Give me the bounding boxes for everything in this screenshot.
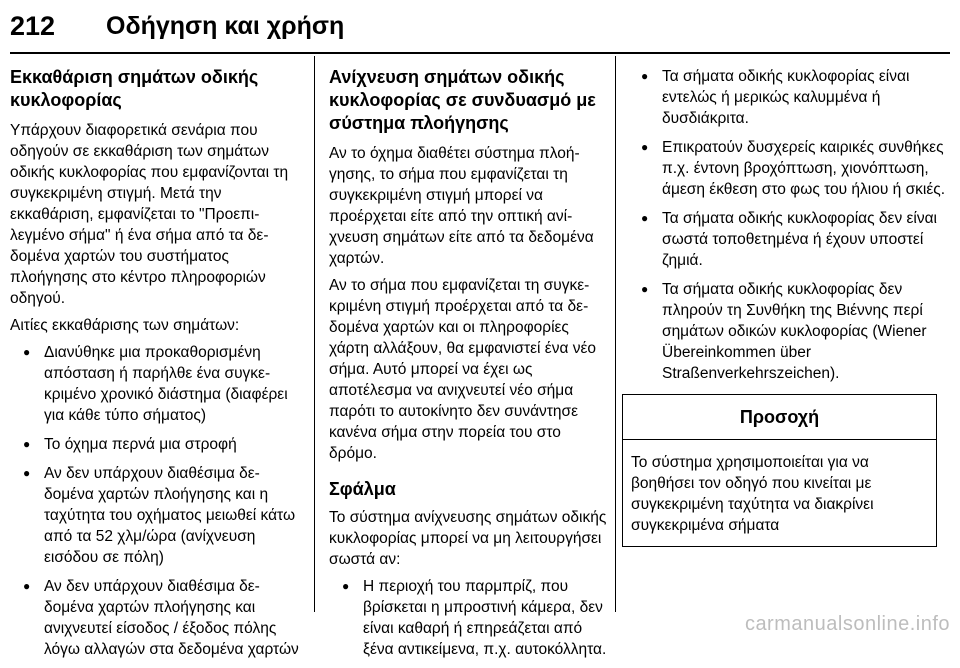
list-item-text: Τα σήματα οδικής κυκλοφορίας δεν πληρούν τη Συνθήκη της Βιέννης περί σημάτων οδικών κυκλοφορίας (Wiener Übereinkommen über Straßenverkehrszeichen). [662, 281, 927, 382]
column-3 [628, 66, 950, 547]
paragraph: Το σύστημα ανίχνευσης σημάτων οδικής κυκλοφορίας μπορεί να μη λειτουργήσει σωστά αν: [329, 509, 607, 568]
caution-body: Το σύστημα χρησιμοποιείται για να βοηθήσει τον οδηγό που κινείται με συγκεκριμένη ταχύτητα να διακρίνει συγκεκριμένα σήματα [631, 454, 874, 534]
paragraph: Αν το σήμα που εμφανίζεται τη συγκεκριμένη στιγμή προέρχεται από τα δεδομένα χαρτών και οι πληροφορίες χάρτη αλλάξουν, θα εμφανιστεί ένα νέο σήμα. Αυτό μπορεί να έχει ως αποτέλεσμα να ανιχνευτεί νέο σήμα παρότι το αυτοκίνητο δεν συνάντησε κανένα σήμα στην πορεία του στο δρόμο. [329, 277, 596, 462]
list-item-text: Επικρατούν δυσχερείς καιρικές συνθήκες π.χ. έντονη βροχόπτωση, χιονόπτωση, άμεση έκθεση στο φως του ήλιου ή σκιές. [662, 139, 946, 198]
list-item [628, 279, 950, 384]
list-item-text: Διανύθηκε μια προκαθορισμένη απόσταση ή παρήλθε ένα συγκεκριμένο χρονικό διάστημα (διαφέρει για κάθε τύπο σήματος) [44, 344, 288, 424]
list-item-text: Αν δεν υπάρχουν διαθέσιμα δεδομένα χαρτών πλοήγησης και ανιχνευτεί είσοδος / έξοδος πόλης λόγω αλλαγών στα δεδομένα χαρτών [44, 578, 299, 658]
bullet-icon: ● [342, 579, 350, 593]
watermark: carmanualsonline.info [744, 613, 950, 635]
paragraph: Αιτίες εκκαθάρισης των σημάτων: [10, 317, 240, 334]
column-divider-2 [615, 56, 616, 612]
chapter-title: Οδήγηση και χρήση [106, 11, 345, 40]
column-2 [329, 66, 609, 668]
bullet-list [628, 66, 950, 384]
section-heading-navigation: Ανίχνευση σημάτων οδικής κυκλοφορίας σε συνδυασμό με σύστημα πλοήγησης [329, 67, 596, 133]
paragraph: Αν το όχημα διαθέτει σύστημα πλοήγησης, το σήμα που εμφανίζεται τη συγκεκριμένη στιγμή μπορεί να προέρχεται είτε από την οπτική ανίχνευση σημάτων είτε από τα δεδομένα χαρτών. [329, 145, 594, 267]
bullet-icon: ● [23, 345, 31, 359]
column-1 [10, 66, 302, 668]
list-item-text: Η περιοχή του παρμπρίζ, που βρίσκεται η μπροστινή κάμερα, δεν είναι καθαρή ή επηρεάζεται από ξένα αντικείμενα, π.χ. αυτοκόλλητα. [363, 578, 607, 658]
list-item [10, 434, 302, 455]
page-number: 212 [10, 10, 56, 41]
list-item-text: Το όχημα περνά μια στροφή [44, 436, 237, 453]
bullet-icon: ● [23, 579, 31, 593]
bullet-list [10, 342, 302, 660]
page-header [10, 6, 950, 46]
header-rule [10, 52, 950, 54]
list-item-text: Αν δεν υπάρχουν διαθέσιμα δεδομένα χαρτών πλοήγησης και η ταχύτητα του οχήματος μειωθεί κάτω από τα 52 χλμ/ώρα (ανίχνευση εισόδου σε πόλη) [44, 465, 296, 566]
list-item [10, 463, 302, 568]
bullet-icon: ● [641, 69, 649, 83]
bullet-icon: ● [23, 466, 31, 480]
list-item-text: Τα σήματα οδικής κυκλοφορίας είναι εντελώς ή μερικώς καλυμμένα ή δυσδιάκριτα. [662, 68, 910, 127]
bullet-icon: ● [641, 211, 649, 225]
paragraph: Υπάρχουν διαφορετικά σενάρια που οδηγούν σε εκκαθάριση των σημάτων οδικής κυκλοφορίας που εμφανίζονται τη συγκεκριμένη στιγμή. Μετά την εκκαθάριση, εμφανίζεται το "Προεπιλεγμένο σήμα" ή ένα σήμα από τα δεδομένα χαρτών του συστήματος πλοήγησης στο κέντρο πληροφοριών οδηγού. [10, 122, 289, 307]
list-item [10, 576, 302, 660]
list-item [329, 576, 609, 660]
bullet-list [329, 576, 609, 660]
section-heading-fault: Σφάλμα [329, 479, 396, 499]
bullet-icon: ● [23, 437, 31, 451]
caution-title: Προσοχή [623, 395, 936, 440]
list-item [628, 66, 950, 129]
bullet-icon: ● [641, 282, 649, 296]
caution-box [622, 394, 937, 547]
list-item [10, 342, 302, 426]
list-item-text: Τα σήματα οδικής κυκλοφορίας δεν είναι σωστά τοποθετημένα ή έχουν υποστεί ζημιά. [662, 210, 938, 269]
bullet-icon: ● [641, 140, 649, 154]
list-item [628, 137, 950, 200]
list-item [628, 208, 950, 271]
section-heading-sign-clearing: Εκκαθάριση σημάτων οδικής κυκλοφορίας [10, 67, 259, 110]
column-divider-1 [314, 56, 315, 612]
